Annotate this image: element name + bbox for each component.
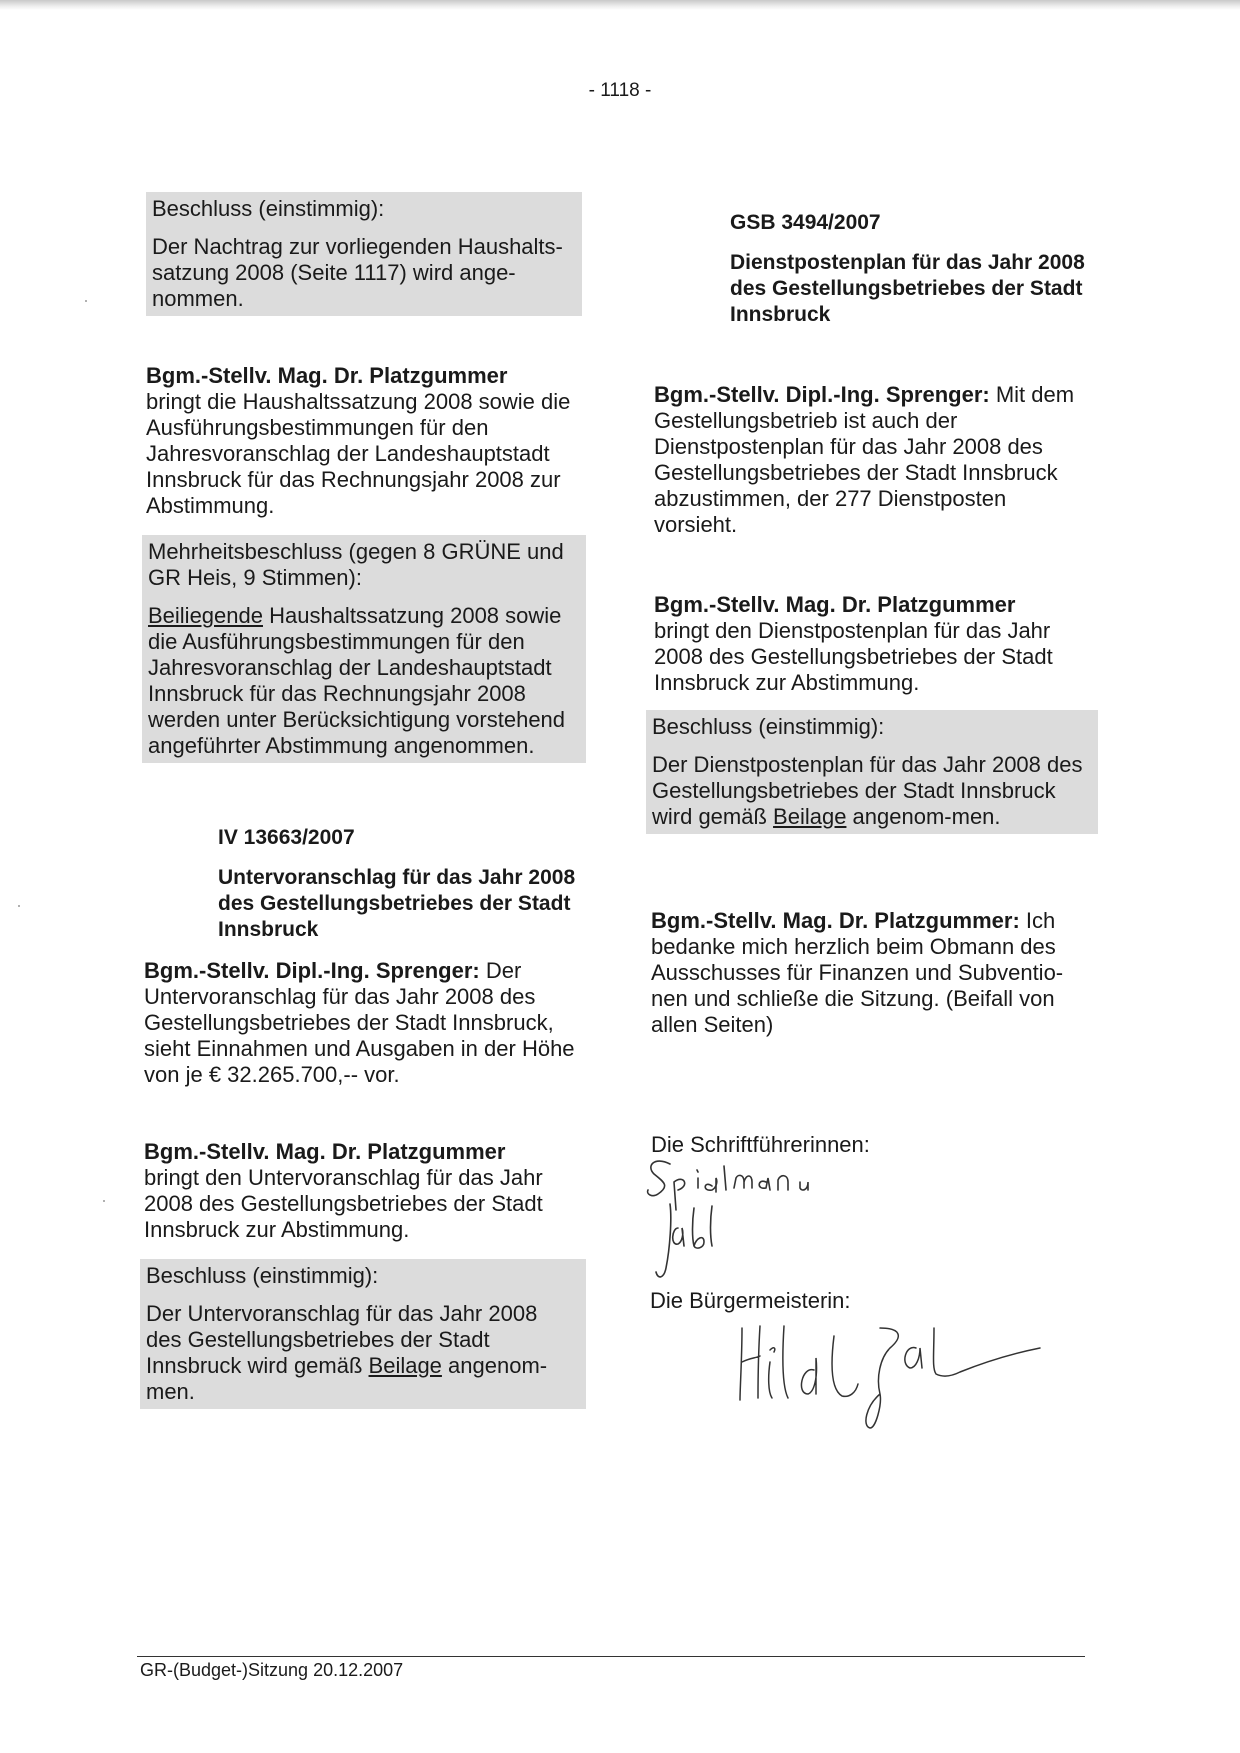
agenda-item-gsb-3494 (730, 210, 1090, 328)
paragraph-platzgummer-2 (144, 1139, 584, 1243)
page-number: - 1118 - (588, 80, 652, 101)
resolution-title: Beschluss (einstimmig): (146, 1263, 379, 1288)
paragraph-sprenger-2 (654, 382, 1094, 538)
item-title: Untervoranschlag für das Jahr 2008 des Gestellungsbetriebes der Stadt Innsbruck (218, 866, 576, 941)
paragraph-platzgummer-4 (651, 908, 1091, 1038)
scan-edge (0, 0, 1240, 10)
agenda-item-iv-13663 (218, 825, 578, 943)
resolution-box-1 (146, 192, 582, 316)
signature-label-secretaries: Die Schriftführerinnen: (651, 1132, 870, 1157)
resolution-title: Beschluss (einstimmig): (152, 196, 385, 221)
paragraph-text: Mit dem Gestellungsbetrieb ist auch der Dienstpostenplan für das Jahr 2008 des Gestellungsbetriebes der Stadt Innsbruck abzustimmen, der 277 Dienstposten vorsieht. (654, 382, 1075, 537)
attachment-link[interactable]: Beilage (368, 1353, 442, 1378)
paragraph-platzgummer-3 (654, 592, 1094, 696)
paragraph-text: bringt die Haushaltssatzung 2008 sowie die Ausführungsbestimmungen für den Jahresvoranschlag der Landeshauptstadt Innsbruck für das Rechnungsjahr 2008 zur Abstimmung. (146, 389, 571, 518)
item-title: Dienstpostenplan für das Jahr 2008 des Gestellungsbetriebes der Stadt Innsbruck (730, 251, 1085, 326)
paragraph-text: Ich bedanke mich herzlich beim Obmann des Ausschusses für Finanzen und Subventio-nen und schließe die Sitzung. (Beifall von allen Seiten) (651, 908, 1064, 1037)
paragraph-platzgummer-1 (146, 363, 586, 519)
speaker-name: Bgm.-Stellv. Mag. Dr. Platzgummer: (651, 908, 1020, 933)
resolution-title: Beschluss (einstimmig): (652, 714, 885, 739)
paragraph-text: bringt den Untervoranschlag für das Jahr 2008 des Gestellungsbetriebes der Stadt Innsbruck zur Abstimmung. (144, 1165, 543, 1242)
signature-jaebl (650, 1198, 730, 1288)
item-number: IV 13663/2007 (218, 826, 355, 849)
resolution-text: angenom-men. (846, 804, 1001, 829)
attachment-link[interactable]: Beiliegende (148, 603, 263, 628)
speaker-name: Bgm.-Stellv. Dipl.-Ing. Sprenger: (654, 382, 990, 407)
scan-speck (18, 905, 20, 907)
signature-label-mayor: Die Bürgermeisterin: (650, 1288, 851, 1313)
footer-session: GR-(Budget-)Sitzung 20.12.2007 (140, 1660, 404, 1680)
resolution-text: Der Nachtrag zur vorliegenden Haushalts-satzung 2008 (Seite 1117) wird ange-nommen. (152, 234, 563, 311)
resolution-box-2 (142, 535, 586, 763)
resolution-text: Der Dienstpostenplan für das Jahr 2008 des Gestellungsbetriebes der Stadt Innsbruck wird gemäß (652, 752, 1083, 829)
scan-speck (85, 300, 87, 302)
footer-rule (137, 1656, 1085, 1657)
resolution-text: angenom-men. (146, 1353, 548, 1404)
attachment-link[interactable]: Beilage (773, 804, 847, 829)
speaker-name: Bgm.-Stellv. Dipl.-Ing. Sprenger: (144, 958, 480, 983)
speaker-name: Bgm.-Stellv. Mag. Dr. Platzgummer (146, 363, 508, 388)
speaker-name: Bgm.-Stellv. Mag. Dr. Platzgummer (654, 592, 1016, 617)
resolution-text: Haushaltssatzung 2008 sowie die Ausführungsbestimmungen für den Jahresvoranschlag der Landeshauptstadt Innsbruck für das Rechnungsjahr 2008 werden unter Berücksichtigung vorstehend angeführter Abstimmung angenommen. (148, 603, 566, 758)
resolution-title: Mehrheitsbeschluss (gegen 8 GRÜNE und GR Heis, 9 Stimmen): (148, 539, 564, 590)
resolution-text: Der Untervoranschlag für das Jahr 2008 des Gestellungsbetriebes der Stadt Innsbruck wird gemäß (146, 1301, 538, 1378)
paragraph-sprenger-1 (144, 958, 584, 1088)
paragraph-text: bringt den Dienstpostenplan für das Jahr 2008 des Gestellungsbetriebes der Stadt Innsbruck zur Abstimmung. (654, 618, 1053, 695)
item-number: GSB 3494/2007 (730, 211, 881, 234)
speaker-name: Bgm.-Stellv. Mag. Dr. Platzgummer (144, 1139, 506, 1164)
resolution-box-3 (140, 1259, 586, 1409)
scan-speck (103, 1200, 105, 1202)
resolution-box-4 (646, 710, 1098, 834)
signature-hilde-zach (730, 1318, 1050, 1438)
paragraph-text: Der Untervoranschlag für das Jahr 2008 des Gestellungsbetriebes der Stadt Innsbruck, sieht Einnahmen und Ausgaben in der Höhe von je € 32.265.700,-- vor. (144, 958, 575, 1087)
